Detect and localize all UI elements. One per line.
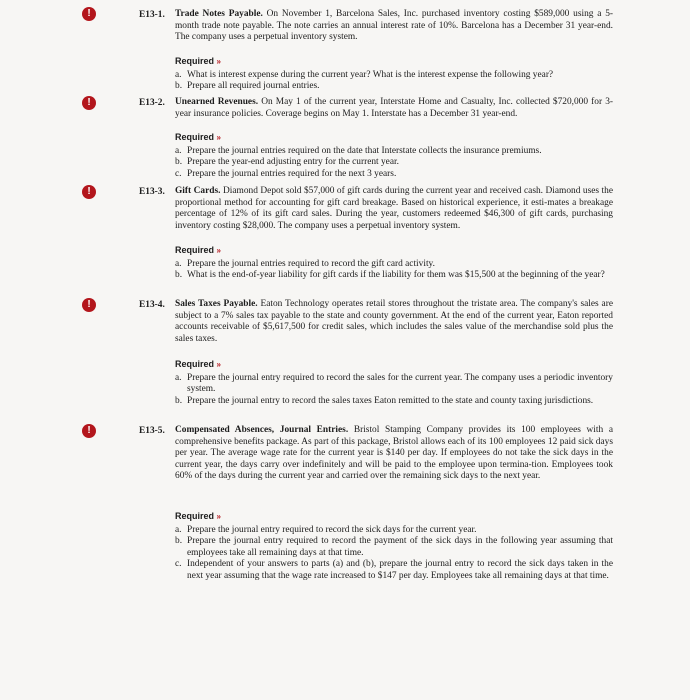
item-text: Prepare the year-end adjusting entry for the current year.	[187, 157, 399, 168]
list-item	[175, 81, 613, 92]
required-label: Required	[175, 56, 215, 66]
list-item	[175, 559, 613, 582]
list-item	[175, 396, 613, 407]
exercise-text: Bristol Stamping Company provides its 100 employees with a comprehensive benefits package. As part of this package, Bristol allows each of its 100 employees 12 paid sick days per year. The average wage rate for the current year is $140 per day. If employees do not take the sick days in the current year, the days carry over indefinitely and will be paid to the employee upon termina-tion. Employees took 60% of the days during the current year and carried over the remaining sick days to the next year.	[175, 425, 613, 482]
item-text: Prepare the journal entry required to record the sick days for the current year.	[187, 525, 477, 535]
exercise-title: Sales Taxes Payable.	[175, 299, 258, 309]
required-list	[175, 373, 613, 407]
item-letter: a.	[175, 525, 182, 535]
exercise-number: E13-5.	[139, 426, 165, 436]
exercise-body	[175, 97, 613, 120]
item-text: Prepare all required journal entries.	[187, 81, 320, 92]
item-letter: a.	[175, 70, 182, 80]
item-letter: b.	[175, 395, 183, 406]
required-label: Required	[175, 511, 215, 521]
exclamation-badge-icon[interactable]: !	[82, 96, 96, 110]
list-item	[175, 146, 613, 157]
item-text: What is the end-of-year liability for gift cards if the liability for them was $15,500 at the beginning of the year?	[187, 270, 605, 281]
list-item	[175, 373, 613, 396]
list-item	[175, 169, 613, 180]
required-list	[175, 259, 613, 282]
exercise-body	[175, 299, 613, 345]
required-heading	[175, 55, 221, 68]
exclamation-badge-icon[interactable]: !	[82, 424, 96, 438]
item-text: Prepare the journal entries required on the date that Interstate collects the insurance premiums.	[187, 146, 542, 156]
item-letter: a.	[175, 146, 182, 156]
list-item	[175, 536, 613, 559]
item-letter: b.	[175, 270, 183, 281]
exercise-number: E13-1.	[139, 10, 165, 20]
chevron-right-icon: »	[216, 246, 221, 255]
exclamation-badge-icon[interactable]: !	[82, 298, 96, 312]
required-list	[175, 70, 613, 93]
list-item	[175, 259, 613, 270]
item-letter: b.	[175, 81, 183, 92]
required-heading	[175, 244, 221, 257]
exercise-text: On May 1 of the current year, Interstate Home and Casualty, Inc. collected $720,000 for 3-year insurance policies. Coverage begins on May 1. Interstate has a December 31 year-end.	[175, 97, 614, 119]
item-letter: b.	[175, 536, 183, 547]
chevron-right-icon: »	[216, 57, 221, 66]
required-list	[175, 146, 613, 180]
required-label: Required	[175, 132, 215, 142]
list-item	[175, 525, 613, 536]
required-heading	[175, 510, 221, 523]
exercise-title: Trade Notes Payable.	[175, 9, 263, 19]
exclamation-badge-icon[interactable]: !	[82, 7, 96, 21]
required-heading	[175, 358, 221, 371]
exercise-text: Eaton Technology operates retail stores throughout the tristate area. The company's sales are subject to a 7% sales tax payable to the state and county government. At the end of the current year, Eaton reported accounts receivable of $5,617,500 for credit sales, which includes the sales value of the merchandise sold plus the sales taxes.	[175, 299, 613, 344]
chevron-right-icon: »	[216, 360, 221, 369]
exercise-text: Diamond Depot sold $57,000 of gift cards during the current year and received cash. Diamond uses the proportional method for accounting for gift card breakage. Based on historical experience, it esti-mates a breakage percentage of 12% of its gift card sales. During the year, customers redeemed $46,300 of gift cards, purchasing inventory costing $28,000. The company uses a perpetual inventory system.	[175, 186, 614, 231]
list-item	[175, 157, 613, 168]
exercise-number: E13-4.	[139, 300, 165, 310]
item-text: Prepare the journal entry required to record the payment of the sick days in the following year assuming that employees take all remaining days at that time.	[187, 536, 613, 558]
item-letter: c.	[175, 168, 182, 179]
exercise-text: On November 1, Barcelona Sales, Inc. purchased inventory costing $589,000 using a 5-month trade note payable. The note carries an annual interest rate of 10%. Barcelona has a December 31 year-end. The company uses a perpetual inventory system.	[175, 9, 614, 43]
exclamation-badge-icon[interactable]: !	[82, 185, 96, 199]
item-text: Independent of your answers to parts (a) and (b), prepare the journal entry to record the sick days taken in the next year assuming that the wage rate increased to $147 per day. Employees take all remaining days at that time.	[187, 559, 613, 581]
required-label: Required	[175, 245, 215, 255]
item-letter: b.	[175, 157, 183, 168]
exercise-title: Compensated Absences, Journal Entries.	[175, 425, 349, 435]
item-text: Prepare the journal entries required for the next 3 years.	[187, 168, 397, 179]
item-text: Prepare the journal entries required to record the gift card activity.	[187, 259, 435, 269]
item-text: Prepare the journal entry required to record the sales for the current year. The company uses a periodic inventory system.	[187, 373, 613, 395]
exercise-body	[175, 186, 613, 232]
exercise-number: E13-3.	[139, 187, 165, 197]
list-item	[175, 70, 613, 81]
list-item	[175, 270, 613, 281]
exercise-title: Gift Cards.	[175, 186, 221, 196]
item-letter: a.	[175, 259, 182, 269]
exercise-body	[175, 425, 613, 483]
item-letter: a.	[175, 373, 182, 383]
required-list	[175, 525, 613, 582]
chevron-right-icon: »	[216, 133, 221, 142]
exercise-number: E13-2.	[139, 98, 165, 108]
required-heading	[175, 131, 221, 144]
chevron-right-icon: »	[216, 512, 221, 521]
item-text: What is interest expense during the current year? What is the interest expense the following year?	[187, 70, 554, 80]
exercise-body	[175, 9, 613, 44]
item-text: Prepare the journal entry to record the sales taxes Eaton remitted to the state and county taxing jurisdictions.	[187, 395, 594, 406]
exercise-title: Unearned Revenues.	[175, 97, 259, 107]
item-letter: c.	[175, 559, 182, 570]
required-label: Required	[175, 359, 215, 369]
